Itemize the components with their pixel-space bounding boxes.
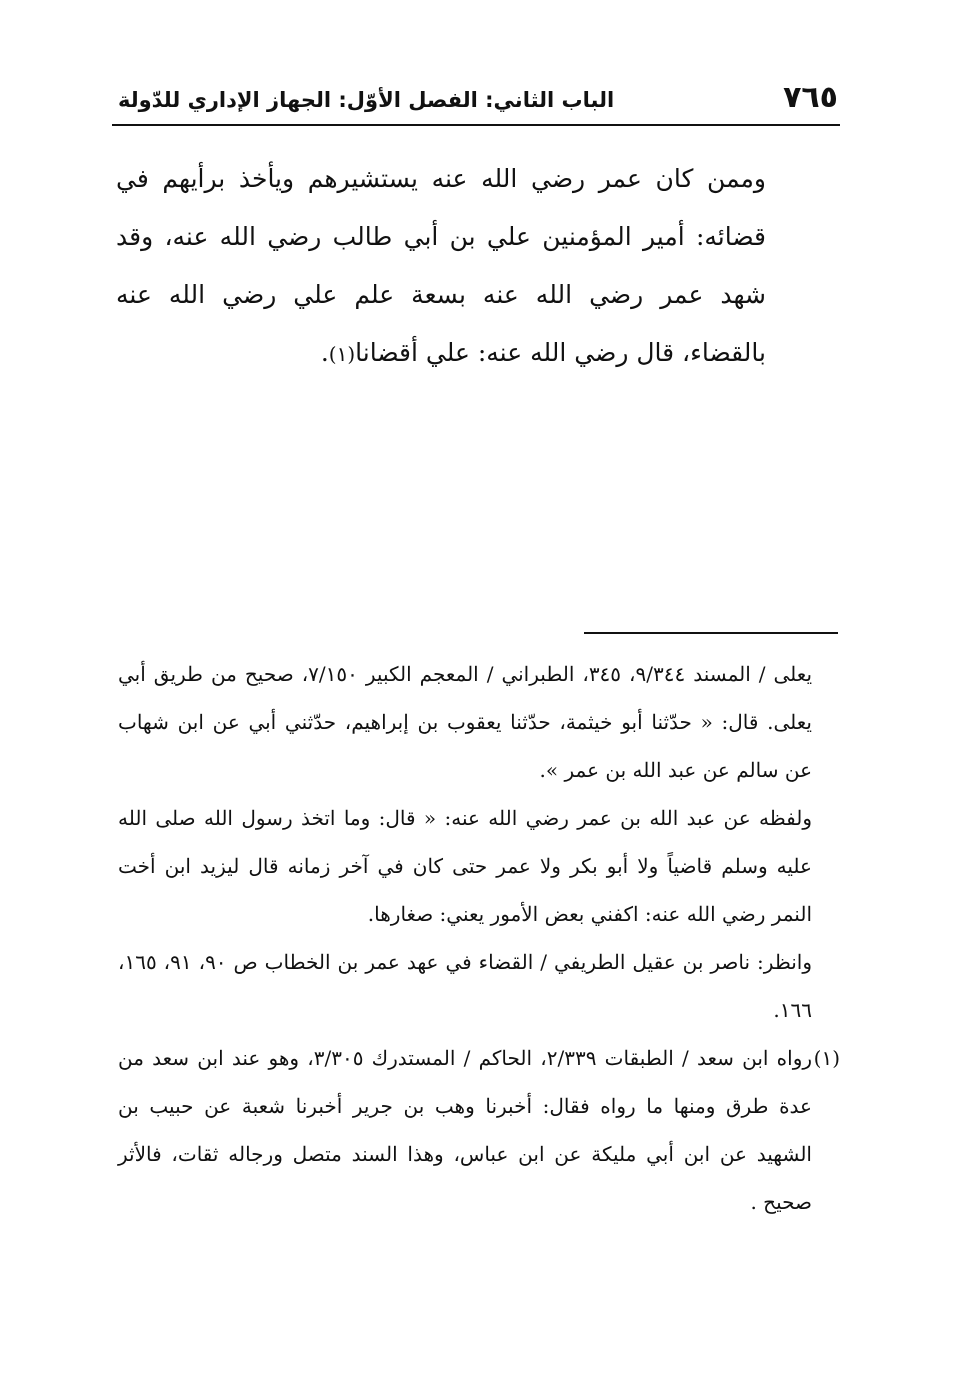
main-paragraph-text: وممن كان عمر رضي الله عنه يستشيرهم ويأخذ برأيهم في قضائه: أمير المؤمنين علي بن أبي طالب رضي الله عنه، وقد شهد عمر رضي الله عنه بسعة علم علي رضي الله عنه بالقضاء، قال رضي الله عنه: علي أقضانا [116,164,766,367]
main-text [116,150,836,383]
footnotes-area [118,650,840,1226]
footnote-1-marker: (١) [813,1046,840,1070]
end-punctuation: . [320,338,329,367]
footnote-continuation-3: وانظر: ناصر بن عقيل الطريفي / القضاء في عهد عمر بن الخطاب ص ٩٠، ٩١، ١٦٥، ١٦٦. [118,950,813,1022]
footnote-1 [118,1034,840,1226]
running-title: الباب الثاني: الفصل الأوّل: الجهاز الإداري للدّولة [118,88,615,112]
footnote-continuation-1: يعلى / المسند ٩/٣٤٤، ٣٤٥، الطبراني / المعجم الكبير ٧/١٥٠، صحيح من طريق أبي يعلى. قال: « حدّثنا أبو خيثمة، حدّثنا يعقوب بن إبراهيم، حدّثني أبي عن ابن شهاب عن سالم عن عبد الله بن عمر ». [118,662,813,782]
footnote-1-text: رواه ابن سعد / الطبقات ٢/٣٣٩، الحاكم / المستدرك ٣/٣٠٥، وهو عند ابن سعد من عدة طرق ومنها ما رواه فقال: أخبرنا وهب بن جرير أخبرنا شعبة عن حبيب بن الشهيد عن ابن أبي مليكة عن ابن عباس، وهذا السند متصل ورجاله ثقات، فالأثر صحيح . [118,1046,813,1214]
page-number: ٧٦٥ [783,80,838,115]
footnote-reference: (١) [328,342,356,366]
page-header [112,78,840,118]
footnote-separator [584,632,838,634]
footnote-continuation-2: ولفظه عن عبد الله بن عمر رضي الله عنه: « قال: وما اتخذ رسول الله صلى الله عليه وسلم قاضياً ولا أبو بكر ولا عمر حتى كان في آخر زمانه قال ليزيد ابن أخت النمر رضي الله عنه: اكفني بعض الأمور يعني: صغارها. [118,806,812,926]
main-paragraph [116,150,836,383]
header-rule [112,124,840,126]
